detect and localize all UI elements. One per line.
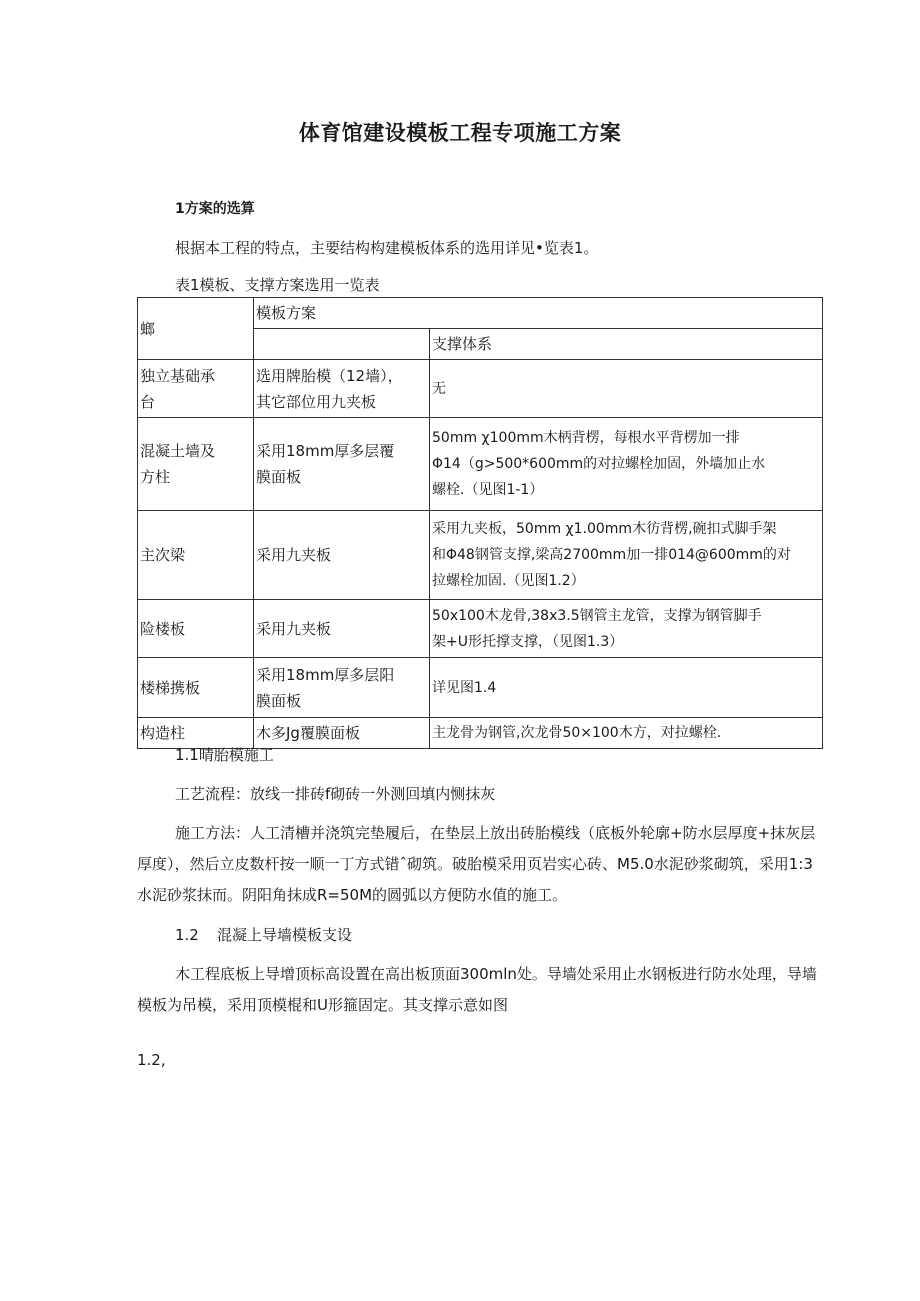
cell-line: 无 bbox=[432, 380, 446, 397]
cell-line: 构造柱 bbox=[140, 724, 186, 742]
cell-part bbox=[138, 600, 254, 658]
cell-part bbox=[138, 418, 254, 511]
cell-template bbox=[254, 718, 430, 749]
cell-support bbox=[430, 511, 823, 600]
section-1-2-heading bbox=[175, 925, 352, 945]
cell-line: 螺栓.（见图1-1） bbox=[432, 482, 544, 498]
cell-line: 独立基础承 bbox=[140, 366, 216, 385]
cell-line: 采用18mm厚多层覆 bbox=[256, 442, 395, 460]
formwork-plan-table bbox=[137, 297, 823, 749]
header-cell-support: 支撑体系 bbox=[430, 329, 823, 360]
cell-line: 木多Jg覆膜面板 bbox=[256, 724, 360, 742]
cell-line: 50mm χ100mm木柄背楞，每根水平背楞加一排 bbox=[432, 430, 740, 446]
cell-line: 和Φ48钢管支撑,梁高2700mm加一排014@600mm的对 bbox=[432, 547, 791, 563]
figure-reference: 1.2, bbox=[137, 1051, 166, 1069]
cell-line: 采用九夹板，50mm χ1.00mm木彷背楞,碗扣式脚手架 bbox=[432, 521, 777, 537]
cell-line: 膜面板 bbox=[256, 468, 302, 486]
cell-part bbox=[138, 658, 254, 718]
cell-line: 拉螺栓加固.（见图1.2） bbox=[432, 573, 585, 589]
cell-line: 详见图1.4 bbox=[432, 679, 497, 696]
cell-line: 其它部位用九夹板 bbox=[256, 392, 377, 411]
construction-method-paragraph: 施工方法：人工清槽并浇筑完垫履后，在垫层上放出砖胎模线（底板外轮廓+防水层厚度+抹灰层厚度），然后立皮数杆按一顺一丁方式错ˆ砌筑。破胎模采用页岩实心砖、M5.0水泥砂浆砌筑，采用1:3水泥砂浆抹而。阴阳角抹成R=50M的圆弧以方便防水值的施工。 bbox=[137, 824, 816, 904]
section-title: 混凝上导墙模板支设 bbox=[217, 926, 353, 944]
cell-line: 采用九夹板 bbox=[256, 546, 332, 564]
cell-line: 采用九夹板 bbox=[256, 619, 332, 638]
section-1-1-heading: 1.1晴胎模施工 bbox=[175, 746, 274, 764]
process-flow-paragraph: 工艺流程：放线一排砖f砌砖一外测回填内恻抹灰 bbox=[175, 785, 496, 803]
cell-support bbox=[430, 418, 823, 511]
cell-line: 混凝土墙及 bbox=[140, 442, 216, 460]
header-cell-blank bbox=[254, 329, 430, 360]
cell-line: 膜面板 bbox=[256, 691, 302, 710]
cell-support bbox=[430, 658, 823, 718]
table-row bbox=[138, 360, 823, 418]
cell-template bbox=[254, 511, 430, 600]
cell-line: 楼梯携板 bbox=[140, 678, 201, 697]
table-row bbox=[138, 600, 823, 658]
cell-line: 险楼板 bbox=[140, 619, 186, 638]
table-row bbox=[138, 658, 823, 718]
cell-line: 选用牌胎模（12墙）， bbox=[256, 366, 403, 385]
document-title: 体育馆建设模板工程专项施工方案 bbox=[298, 121, 622, 145]
table-row bbox=[138, 718, 823, 749]
table-row bbox=[138, 418, 823, 511]
header-cell-part: 螂 bbox=[138, 298, 254, 360]
cell-line: 主龙骨为钢管,次龙骨50×100木方，对拉螺栓. bbox=[432, 725, 722, 741]
section-number: 1.2 bbox=[175, 926, 199, 944]
cell-line: 架+U形托撑支撑，（见图1.3） bbox=[432, 633, 624, 650]
cell-part bbox=[138, 360, 254, 418]
header-cell-template: 模板方案 bbox=[254, 298, 823, 329]
cell-support bbox=[430, 600, 823, 658]
table-caption: 表1模板、支撑方案选用一览表 bbox=[175, 276, 380, 294]
cell-line: 主次梁 bbox=[140, 546, 186, 564]
cell-line: 采用18mm厚多层阳 bbox=[256, 665, 395, 684]
cell-template bbox=[254, 418, 430, 511]
cell-template bbox=[254, 658, 430, 718]
guide-wall-paragraph: 木工程底板上导增顶标高设置在高出板顶面300mln处。导墙处采用止水钢板进行防水处理，导墙模板为吊模，采用顶模棍和U形箍固定。其支撑示意如图 bbox=[137, 965, 817, 1014]
cell-template bbox=[254, 360, 430, 418]
table-row bbox=[138, 511, 823, 600]
cell-part bbox=[138, 511, 254, 600]
section-heading: 1方案的选算 bbox=[175, 201, 255, 217]
cell-line: 台 bbox=[140, 392, 156, 411]
cell-line: Φ14（g>500*600mm的对拉螺栓加固，外墙加止水 bbox=[432, 456, 766, 472]
cell-line: 方柱 bbox=[140, 468, 171, 486]
intro-paragraph: 根据本工程的特点，主要结构构建模板体系的选用详见•览表1。 bbox=[175, 239, 599, 257]
cell-support bbox=[430, 360, 823, 418]
cell-line: 50x100木龙骨,38x3.5钢管主龙管，支撑为钢管脚手 bbox=[432, 607, 762, 624]
cell-support bbox=[430, 718, 823, 749]
cell-template bbox=[254, 600, 430, 658]
cell-part bbox=[138, 718, 254, 749]
